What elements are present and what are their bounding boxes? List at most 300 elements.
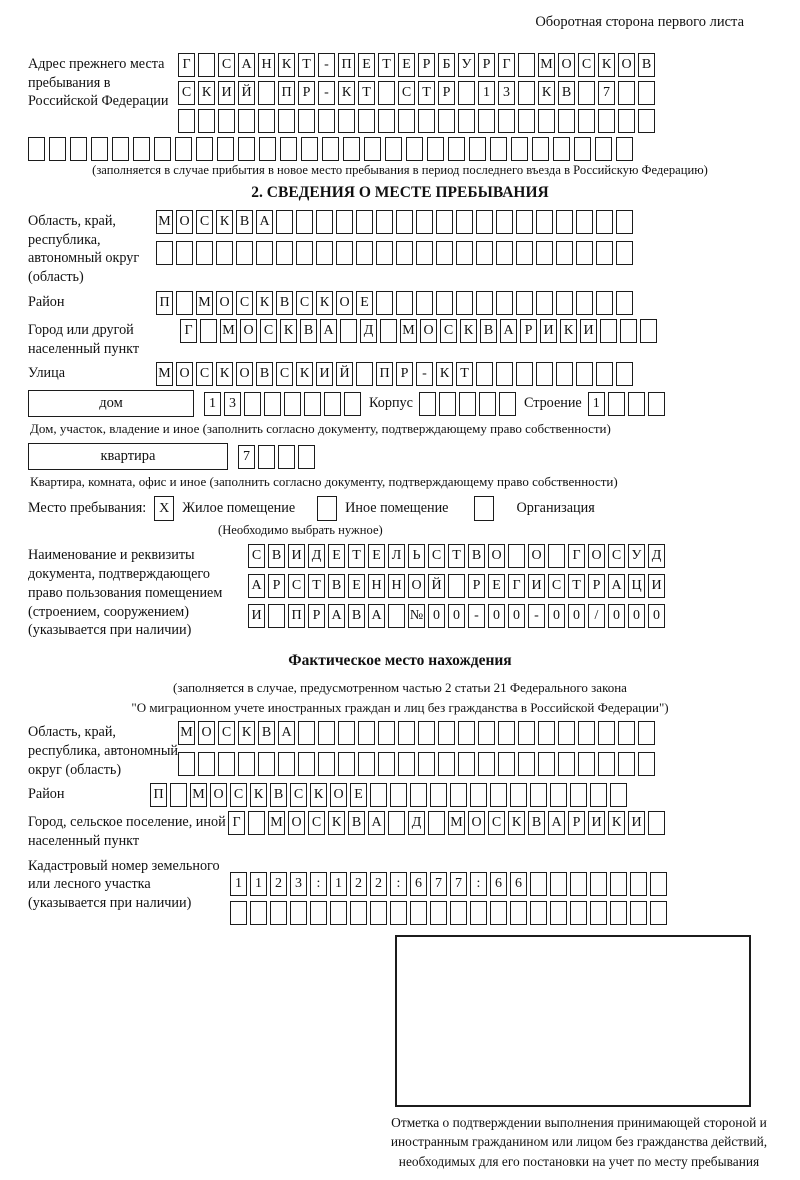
char-box[interactable]: [378, 109, 395, 133]
char-box[interactable]: [198, 109, 215, 133]
char-box[interactable]: [356, 362, 373, 386]
char-box[interactable]: 1: [230, 872, 247, 896]
char-box[interactable]: [530, 901, 547, 925]
char-box[interactable]: 2: [370, 872, 387, 896]
char-box[interactable]: [330, 901, 347, 925]
char-box[interactable]: [316, 210, 333, 234]
char-box[interactable]: [490, 137, 507, 161]
char-box[interactable]: [416, 210, 433, 234]
char-box[interactable]: [470, 783, 487, 807]
char-box[interactable]: С: [178, 81, 195, 105]
char-box[interactable]: [610, 783, 627, 807]
char-box[interactable]: Ц: [628, 574, 645, 598]
char-box[interactable]: Т: [456, 362, 473, 386]
char-box[interactable]: [598, 109, 615, 133]
char-box[interactable]: [196, 241, 213, 265]
char-box[interactable]: 3: [224, 392, 241, 416]
char-box[interactable]: 7: [430, 872, 447, 896]
char-box[interactable]: [390, 901, 407, 925]
char-box[interactable]: Р: [308, 604, 325, 628]
char-box[interactable]: К: [198, 81, 215, 105]
char-box[interactable]: Р: [568, 811, 585, 835]
char-box[interactable]: [618, 81, 635, 105]
char-box[interactable]: В: [638, 53, 655, 77]
char-box[interactable]: [638, 752, 655, 776]
char-box[interactable]: М: [538, 53, 555, 77]
char-box[interactable]: А: [256, 210, 273, 234]
char-box[interactable]: Л: [388, 544, 405, 568]
char-box[interactable]: [610, 872, 627, 896]
checkbox-other-premises[interactable]: [317, 496, 337, 521]
char-box[interactable]: В: [276, 291, 293, 315]
char-box[interactable]: [196, 137, 213, 161]
char-box[interactable]: И: [528, 574, 545, 598]
char-box[interactable]: [438, 109, 455, 133]
char-box[interactable]: [310, 901, 327, 925]
char-box[interactable]: [28, 137, 45, 161]
char-box[interactable]: 1: [330, 872, 347, 896]
char-box[interactable]: Р: [438, 81, 455, 105]
char-box[interactable]: С: [276, 362, 293, 386]
char-box[interactable]: О: [588, 544, 605, 568]
char-box[interactable]: Е: [356, 291, 373, 315]
char-box[interactable]: Е: [358, 53, 375, 77]
char-box[interactable]: [238, 752, 255, 776]
char-box[interactable]: П: [376, 362, 393, 386]
char-box[interactable]: С: [578, 53, 595, 77]
char-box[interactable]: О: [488, 544, 505, 568]
char-box[interactable]: [427, 137, 444, 161]
char-box[interactable]: [558, 109, 575, 133]
char-box[interactable]: [638, 109, 655, 133]
char-box[interactable]: [258, 81, 275, 105]
char-box[interactable]: Е: [488, 574, 505, 598]
char-box[interactable]: [618, 752, 635, 776]
char-box[interactable]: 2: [350, 872, 367, 896]
char-box[interactable]: [358, 721, 375, 745]
char-box[interactable]: [276, 210, 293, 234]
char-box[interactable]: [410, 783, 427, 807]
char-box[interactable]: [556, 241, 573, 265]
char-box[interactable]: [536, 362, 553, 386]
char-box[interactable]: 0: [628, 604, 645, 628]
char-box[interactable]: Г: [498, 53, 515, 77]
char-box[interactable]: Й: [336, 362, 353, 386]
char-box[interactable]: Р: [396, 362, 413, 386]
char-box[interactable]: [496, 291, 513, 315]
char-box[interactable]: О: [420, 319, 437, 343]
char-box[interactable]: А: [248, 574, 265, 598]
char-box[interactable]: О: [408, 574, 425, 598]
char-box[interactable]: К: [278, 53, 295, 77]
char-box[interactable]: 3: [498, 81, 515, 105]
char-box[interactable]: 2: [270, 872, 287, 896]
char-box[interactable]: [516, 291, 533, 315]
char-box[interactable]: [550, 783, 567, 807]
char-box[interactable]: С: [428, 544, 445, 568]
char-box[interactable]: К: [310, 783, 327, 807]
char-box[interactable]: [556, 210, 573, 234]
char-box[interactable]: М: [268, 811, 285, 835]
char-box[interactable]: Т: [348, 544, 365, 568]
char-box[interactable]: [558, 752, 575, 776]
char-box[interactable]: [616, 241, 633, 265]
char-box[interactable]: [356, 241, 373, 265]
char-box[interactable]: К: [538, 81, 555, 105]
char-box[interactable]: [516, 241, 533, 265]
char-box[interactable]: [576, 210, 593, 234]
char-box[interactable]: :: [470, 872, 487, 896]
char-box[interactable]: [418, 721, 435, 745]
char-box[interactable]: К: [216, 210, 233, 234]
char-box[interactable]: Т: [358, 81, 375, 105]
char-box[interactable]: [296, 210, 313, 234]
char-box[interactable]: [256, 241, 273, 265]
char-box[interactable]: [490, 783, 507, 807]
char-box[interactable]: [476, 362, 493, 386]
char-box[interactable]: [616, 210, 633, 234]
char-box[interactable]: [516, 362, 533, 386]
char-box[interactable]: [278, 752, 295, 776]
char-box[interactable]: И: [248, 604, 265, 628]
char-box[interactable]: [218, 109, 235, 133]
char-box[interactable]: [238, 137, 255, 161]
char-box[interactable]: Г: [178, 53, 195, 77]
char-box[interactable]: Р: [588, 574, 605, 598]
char-box[interactable]: [536, 291, 553, 315]
char-box[interactable]: [518, 752, 535, 776]
char-box[interactable]: [650, 872, 667, 896]
char-box[interactable]: [178, 109, 195, 133]
char-box[interactable]: [364, 137, 381, 161]
char-box[interactable]: [418, 109, 435, 133]
char-box[interactable]: А: [320, 319, 337, 343]
char-box[interactable]: И: [316, 362, 333, 386]
char-box[interactable]: [301, 137, 318, 161]
char-box[interactable]: Г: [568, 544, 585, 568]
char-box[interactable]: О: [198, 721, 215, 745]
char-box[interactable]: [648, 392, 665, 416]
char-box[interactable]: [578, 752, 595, 776]
char-box[interactable]: [558, 721, 575, 745]
char-box[interactable]: [578, 721, 595, 745]
char-box[interactable]: [510, 783, 527, 807]
char-box[interactable]: [570, 872, 587, 896]
char-box[interactable]: [596, 362, 613, 386]
char-box[interactable]: [156, 241, 173, 265]
char-box[interactable]: [396, 291, 413, 315]
char-box[interactable]: Й: [428, 574, 445, 598]
char-box[interactable]: [570, 783, 587, 807]
char-box[interactable]: [608, 392, 625, 416]
char-box[interactable]: 1: [250, 872, 267, 896]
char-box[interactable]: Д: [648, 544, 665, 568]
char-box[interactable]: [276, 241, 293, 265]
char-box[interactable]: С: [218, 721, 235, 745]
char-box[interactable]: [498, 752, 515, 776]
char-box[interactable]: [396, 210, 413, 234]
char-box[interactable]: [536, 210, 553, 234]
char-box[interactable]: М: [400, 319, 417, 343]
char-box[interactable]: [324, 392, 341, 416]
char-box[interactable]: В: [348, 811, 365, 835]
char-box[interactable]: [536, 241, 553, 265]
char-box[interactable]: У: [628, 544, 645, 568]
char-box[interactable]: [278, 445, 295, 469]
char-box[interactable]: [344, 392, 361, 416]
char-box[interactable]: К: [316, 291, 333, 315]
char-box[interactable]: [450, 783, 467, 807]
char-box[interactable]: О: [558, 53, 575, 77]
char-box[interactable]: [259, 137, 276, 161]
char-box[interactable]: [316, 241, 333, 265]
char-box[interactable]: [178, 752, 195, 776]
char-box[interactable]: Т: [298, 53, 315, 77]
char-box[interactable]: О: [468, 811, 485, 835]
char-box[interactable]: К: [508, 811, 525, 835]
char-box[interactable]: [198, 752, 215, 776]
char-box[interactable]: [378, 81, 395, 105]
char-box[interactable]: [538, 109, 555, 133]
char-box[interactable]: [338, 752, 355, 776]
char-box[interactable]: В: [256, 362, 273, 386]
char-box[interactable]: 0: [428, 604, 445, 628]
char-box[interactable]: 7: [238, 445, 255, 469]
char-box[interactable]: Д: [408, 811, 425, 835]
char-box[interactable]: И: [288, 544, 305, 568]
char-box[interactable]: [318, 109, 335, 133]
char-box[interactable]: [630, 901, 647, 925]
char-box[interactable]: 1: [588, 392, 605, 416]
char-box[interactable]: 1: [478, 81, 495, 105]
char-box[interactable]: [590, 783, 607, 807]
char-box[interactable]: К: [256, 291, 273, 315]
char-box[interactable]: [518, 721, 535, 745]
char-box[interactable]: С: [230, 783, 247, 807]
char-box[interactable]: В: [480, 319, 497, 343]
char-box[interactable]: [298, 721, 315, 745]
char-box[interactable]: [439, 392, 456, 416]
char-box[interactable]: [416, 291, 433, 315]
char-box[interactable]: [154, 137, 171, 161]
char-box[interactable]: [419, 392, 436, 416]
char-box[interactable]: [370, 901, 387, 925]
char-box[interactable]: В: [268, 544, 285, 568]
char-box[interactable]: [406, 137, 423, 161]
char-box[interactable]: П: [278, 81, 295, 105]
char-box[interactable]: [600, 319, 617, 343]
char-box[interactable]: [436, 291, 453, 315]
char-box[interactable]: [380, 319, 397, 343]
char-box[interactable]: С: [548, 574, 565, 598]
char-box[interactable]: Р: [298, 81, 315, 105]
char-box[interactable]: [91, 137, 108, 161]
char-box[interactable]: В: [236, 210, 253, 234]
char-box[interactable]: [578, 109, 595, 133]
char-box[interactable]: У: [458, 53, 475, 77]
char-box[interactable]: С: [488, 811, 505, 835]
char-box[interactable]: [304, 392, 321, 416]
char-box[interactable]: [538, 752, 555, 776]
char-box[interactable]: Р: [520, 319, 537, 343]
checkbox-residential[interactable]: X: [154, 496, 174, 521]
char-box[interactable]: О: [336, 291, 353, 315]
char-box[interactable]: К: [280, 319, 297, 343]
char-box[interactable]: [438, 752, 455, 776]
char-box[interactable]: В: [558, 81, 575, 105]
char-box[interactable]: [479, 392, 496, 416]
char-box[interactable]: [532, 137, 549, 161]
char-box[interactable]: А: [278, 721, 295, 745]
char-box[interactable]: [278, 109, 295, 133]
char-box[interactable]: [268, 604, 285, 628]
checkbox-organization[interactable]: [474, 496, 494, 521]
char-box[interactable]: [576, 291, 593, 315]
char-box[interactable]: П: [338, 53, 355, 77]
char-box[interactable]: [298, 109, 315, 133]
char-box[interactable]: К: [216, 362, 233, 386]
char-box[interactable]: М: [220, 319, 237, 343]
char-box[interactable]: К: [598, 53, 615, 77]
char-box[interactable]: А: [548, 811, 565, 835]
char-box[interactable]: П: [150, 783, 167, 807]
char-box[interactable]: [296, 241, 313, 265]
char-box[interactable]: О: [236, 362, 253, 386]
char-box[interactable]: К: [238, 721, 255, 745]
char-box[interactable]: [258, 445, 275, 469]
char-box[interactable]: [616, 137, 633, 161]
char-box[interactable]: [590, 901, 607, 925]
char-box[interactable]: :: [390, 872, 407, 896]
char-box[interactable]: [576, 241, 593, 265]
char-box[interactable]: [318, 752, 335, 776]
char-box[interactable]: Г: [228, 811, 245, 835]
char-box[interactable]: [574, 137, 591, 161]
char-box[interactable]: [640, 319, 657, 343]
char-box[interactable]: С: [236, 291, 253, 315]
char-box[interactable]: Т: [448, 544, 465, 568]
char-box[interactable]: [298, 752, 315, 776]
char-box[interactable]: [459, 392, 476, 416]
char-box[interactable]: [620, 319, 637, 343]
char-box[interactable]: С: [260, 319, 277, 343]
char-box[interactable]: [258, 752, 275, 776]
char-box[interactable]: С: [196, 210, 213, 234]
char-box[interactable]: [376, 241, 393, 265]
char-box[interactable]: [343, 137, 360, 161]
char-box[interactable]: [478, 721, 495, 745]
char-box[interactable]: Н: [368, 574, 385, 598]
char-box[interactable]: [596, 210, 613, 234]
char-box[interactable]: [456, 241, 473, 265]
char-box[interactable]: О: [288, 811, 305, 835]
char-box[interactable]: [396, 241, 413, 265]
char-box[interactable]: [430, 783, 447, 807]
char-box[interactable]: [456, 291, 473, 315]
char-box[interactable]: Т: [378, 53, 395, 77]
char-box[interactable]: [518, 109, 535, 133]
char-box[interactable]: Т: [308, 574, 325, 598]
char-box[interactable]: [496, 362, 513, 386]
char-box[interactable]: 0: [448, 604, 465, 628]
char-box[interactable]: [418, 752, 435, 776]
char-box[interactable]: [648, 811, 665, 835]
char-box[interactable]: [578, 81, 595, 105]
char-box[interactable]: [438, 721, 455, 745]
char-box[interactable]: А: [368, 811, 385, 835]
char-box[interactable]: [448, 574, 465, 598]
char-box[interactable]: [518, 53, 535, 77]
char-box[interactable]: К: [436, 362, 453, 386]
char-box[interactable]: [378, 752, 395, 776]
char-box[interactable]: С: [308, 811, 325, 835]
char-box[interactable]: [638, 81, 655, 105]
char-box[interactable]: С: [440, 319, 457, 343]
char-box[interactable]: [200, 319, 217, 343]
char-box[interactable]: 6: [510, 872, 527, 896]
char-box[interactable]: -: [468, 604, 485, 628]
char-box[interactable]: К: [338, 81, 355, 105]
char-box[interactable]: [358, 109, 375, 133]
char-box[interactable]: 6: [490, 872, 507, 896]
char-box[interactable]: [410, 901, 427, 925]
char-box[interactable]: [511, 137, 528, 161]
char-box[interactable]: -: [416, 362, 433, 386]
char-box[interactable]: 0: [488, 604, 505, 628]
char-box[interactable]: [458, 81, 475, 105]
char-box[interactable]: К: [328, 811, 345, 835]
char-box[interactable]: К: [296, 362, 313, 386]
char-box[interactable]: [236, 241, 253, 265]
char-box[interactable]: [458, 721, 475, 745]
char-box[interactable]: М: [156, 362, 173, 386]
char-box[interactable]: Е: [350, 783, 367, 807]
char-box[interactable]: [598, 752, 615, 776]
char-box[interactable]: А: [500, 319, 517, 343]
char-box[interactable]: [356, 210, 373, 234]
char-box[interactable]: [436, 241, 453, 265]
char-box[interactable]: [470, 901, 487, 925]
char-box[interactable]: [336, 241, 353, 265]
char-box[interactable]: 1: [204, 392, 221, 416]
char-box[interactable]: Н: [388, 574, 405, 598]
char-box[interactable]: [518, 81, 535, 105]
char-box[interactable]: Е: [398, 53, 415, 77]
char-box[interactable]: Н: [258, 53, 275, 77]
char-box[interactable]: [499, 392, 516, 416]
char-box[interactable]: [508, 544, 525, 568]
char-box[interactable]: 7: [598, 81, 615, 105]
char-box[interactable]: Г: [180, 319, 197, 343]
char-box[interactable]: [322, 137, 339, 161]
char-box[interactable]: В: [300, 319, 317, 343]
char-box[interactable]: [370, 783, 387, 807]
char-box[interactable]: М: [156, 210, 173, 234]
char-box[interactable]: [358, 752, 375, 776]
char-box[interactable]: Е: [368, 544, 385, 568]
char-box[interactable]: [430, 901, 447, 925]
char-box[interactable]: [376, 210, 393, 234]
char-box[interactable]: [490, 901, 507, 925]
char-box[interactable]: В: [328, 574, 345, 598]
char-box[interactable]: В: [528, 811, 545, 835]
char-box[interactable]: Е: [328, 544, 345, 568]
char-box[interactable]: [469, 137, 486, 161]
char-box[interactable]: В: [270, 783, 287, 807]
char-box[interactable]: [618, 109, 635, 133]
char-box[interactable]: В: [258, 721, 275, 745]
char-box[interactable]: И: [218, 81, 235, 105]
